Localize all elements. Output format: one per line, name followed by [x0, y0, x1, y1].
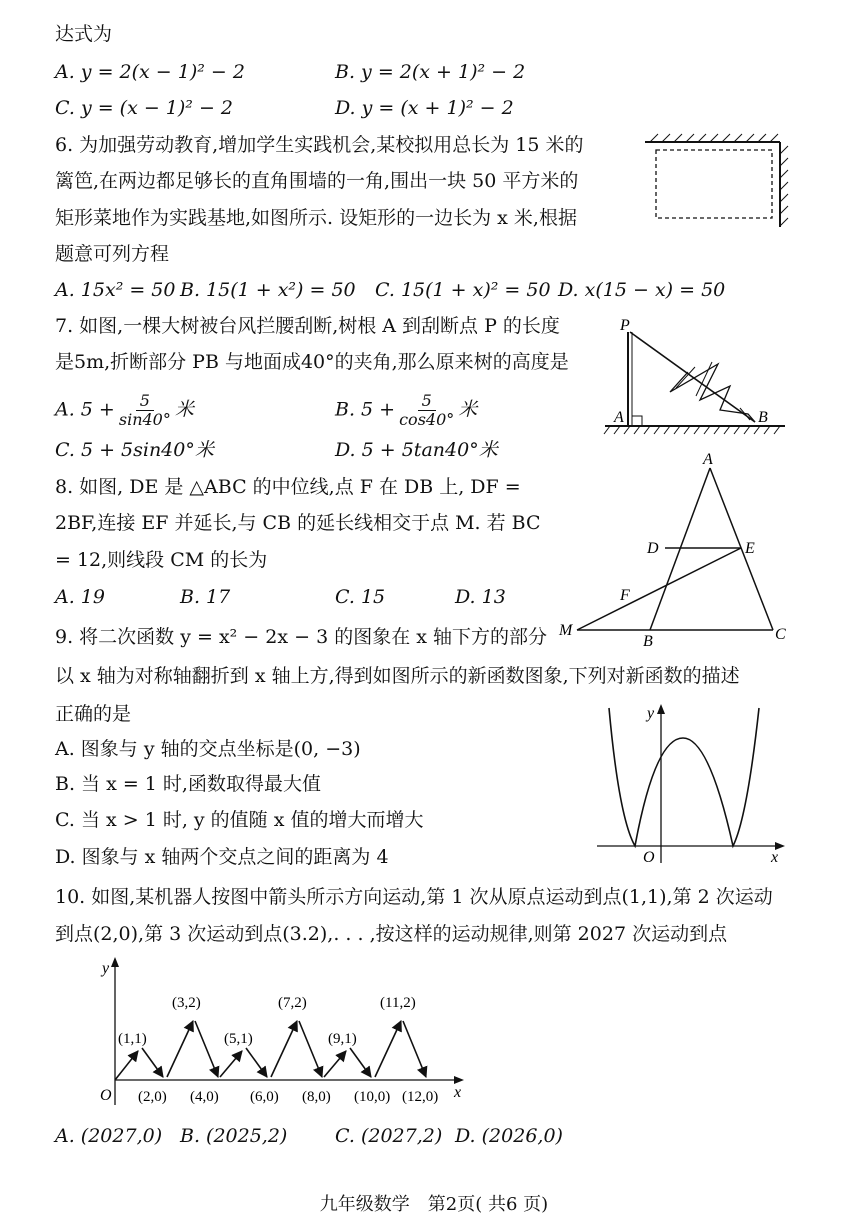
q8-label-e: E — [745, 540, 755, 557]
q10-label-4-0: (4,0) — [190, 1089, 219, 1105]
q10-line-1: 10. 如图,某机器人按图中箭头所示方向运动,第 1 次从原点运动到点(1,1),第 2 次运动 — [55, 886, 773, 908]
q5-option-c: C. y = (x − 1)² − 2 — [55, 97, 234, 119]
q8-label-f: F — [620, 587, 630, 604]
q7-label-a: A — [614, 409, 624, 426]
q7-option-a-num: 5 — [136, 392, 154, 411]
q10-label-2-0: (2,0) — [138, 1089, 167, 1105]
q10-label-9-1: (9,1) — [328, 1031, 357, 1047]
q7-option-a-prefix: A. 5 + — [55, 398, 115, 421]
q6-option-c: C. 15(1 + x)² = 50 — [375, 279, 551, 301]
q9-line-2: 以 x 轴为对称轴翻折到 x 轴上方,得到如图所示的新函数图象,下列对新函数的描述 — [55, 665, 740, 687]
q7-option-a-unit: 米 — [174, 398, 194, 421]
q8-option-b: B. 17 — [180, 586, 231, 608]
q6-option-b: B. 15(1 + x²) = 50 — [180, 279, 356, 301]
q7-line-1: 7. 如图,一棵大树被台风拦腰刮断,树根 A 到刮断点 P 的长度 — [55, 315, 560, 337]
q7-label-b: B — [758, 409, 768, 426]
q9-line-3: 正确的是 — [55, 703, 132, 725]
q5-option-b: B. y = 2(x + 1)² − 2 — [335, 61, 526, 83]
q6-option-d: D. x(15 − x) = 50 — [558, 279, 726, 301]
q10-figure-path — [90, 955, 480, 1115]
q7-figure-tree — [600, 312, 790, 440]
q10-label-10-0: (10,0) — [354, 1089, 391, 1105]
q7-option-d: D. 5 + 5tan40°米 — [335, 439, 498, 461]
q8-label-a: A — [703, 451, 713, 468]
q9-line-1: 9. 将二次函数 y = x² − 2x − 3 的图象在 x 轴下方的部分 — [55, 626, 547, 648]
q10-label-7-2: (7,2) — [278, 995, 307, 1011]
q6-option-a: A. 15x² = 50 — [55, 279, 176, 301]
q7-option-b-num: 5 — [418, 392, 436, 411]
q10-label-3-2: (3,2) — [172, 995, 201, 1011]
q8-label-m: M — [559, 622, 573, 639]
q9-option-a: A. 图象与 y 轴的交点坐标是(0, −3) — [55, 738, 361, 760]
q8-label-c: C — [775, 626, 786, 643]
q8-line-3: = 12,则线段 CM 的长为 — [55, 549, 268, 571]
q5-stem-tail: 达式为 — [55, 23, 113, 45]
q10-label-y: y — [102, 960, 110, 977]
q7-option-c: C. 5 + 5sin40°米 — [55, 439, 214, 461]
q7-option-b-den: cos40° — [399, 410, 455, 429]
q7-option-a-den: sin40° — [118, 410, 171, 429]
q5-option-d: D. y = (x + 1)² − 2 — [335, 97, 514, 119]
q10-label-1-1: (1,1) — [118, 1031, 147, 1047]
q10-label-8-0: (8,0) — [302, 1089, 331, 1105]
q6-line-3: 矩形菜地作为实践基地,如图所示. 设矩形的一边长为 x 米,根据 — [55, 207, 577, 229]
q9-option-d: D. 图象与 x 轴两个交点之间的距离为 4 — [55, 846, 389, 868]
q9-label-o: O — [643, 849, 655, 866]
q9-figure-graph — [595, 698, 790, 868]
q8-figure-triangle — [555, 450, 795, 650]
q10-line-2: 到点(2,0),第 3 次运动到点(3.2),. . . ,按这样的运动规律,则第 2027 次运动到点 — [55, 923, 728, 945]
q9-option-c: C. 当 x > 1 时, y 的值随 x 值的增大而增大 — [55, 809, 424, 831]
q10-option-a: A. (2027,0) — [55, 1125, 163, 1147]
q10-label-12-0: (12,0) — [402, 1089, 439, 1105]
q7-option-a — [55, 392, 194, 429]
page-footer: 九年级数学 第2页( 共6 页) — [319, 1194, 549, 1215]
q7-line-2: 是5m,折断部分 PB 与地面成40°的夹角,那么原来树的高度是 — [55, 351, 569, 373]
q7-option-b-unit: 米 — [458, 398, 478, 421]
q6-line-1: 6. 为加强劳动教育,增加学生实践机会,某校拟用总长为 15 米的 — [55, 134, 584, 156]
q10-label-6-0: (6,0) — [250, 1089, 279, 1105]
q9-option-b: B. 当 x = 1 时,函数取得最大值 — [55, 773, 321, 795]
q7-option-b-prefix: B. 5 + — [335, 398, 396, 421]
q8-option-c: C. 15 — [335, 586, 386, 608]
q9-label-y: y — [647, 705, 655, 722]
q8-label-b: B — [643, 633, 653, 650]
q7-label-p: P — [620, 317, 630, 334]
q6-figure-fence — [640, 132, 790, 232]
q10-label-x: x — [454, 1084, 462, 1101]
q6-line-4: 题意可列方程 — [55, 243, 170, 265]
q10-label-5-1: (5,1) — [224, 1031, 253, 1047]
q10-option-b: B. (2025,2) — [180, 1125, 288, 1147]
q8-label-d: D — [647, 540, 659, 557]
q10-option-c: C. (2027,2) — [335, 1125, 443, 1147]
q8-line-2: 2BF,连接 EF 并延长,与 CB 的延长线相交于点 M. 若 BC — [55, 512, 541, 534]
q8-option-d: D. 13 — [455, 586, 506, 608]
q10-label-11-2: (11,2) — [380, 995, 416, 1011]
q10-label-o: O — [100, 1087, 112, 1104]
q8-line-1: 8. 如图, DE 是 △ABC 的中位线,点 F 在 DB 上, DF = — [55, 476, 521, 498]
q9-label-x: x — [771, 849, 779, 866]
q5-option-a: A. y = 2(x − 1)² − 2 — [55, 61, 245, 83]
q7-option-b — [335, 392, 477, 429]
q10-option-d: D. (2026,0) — [455, 1125, 563, 1147]
q8-option-a: A. 19 — [55, 586, 105, 608]
q6-line-2: 篱笆,在两边都足够长的直角围墙的一角,围出一块 50 平方米的 — [55, 170, 579, 192]
